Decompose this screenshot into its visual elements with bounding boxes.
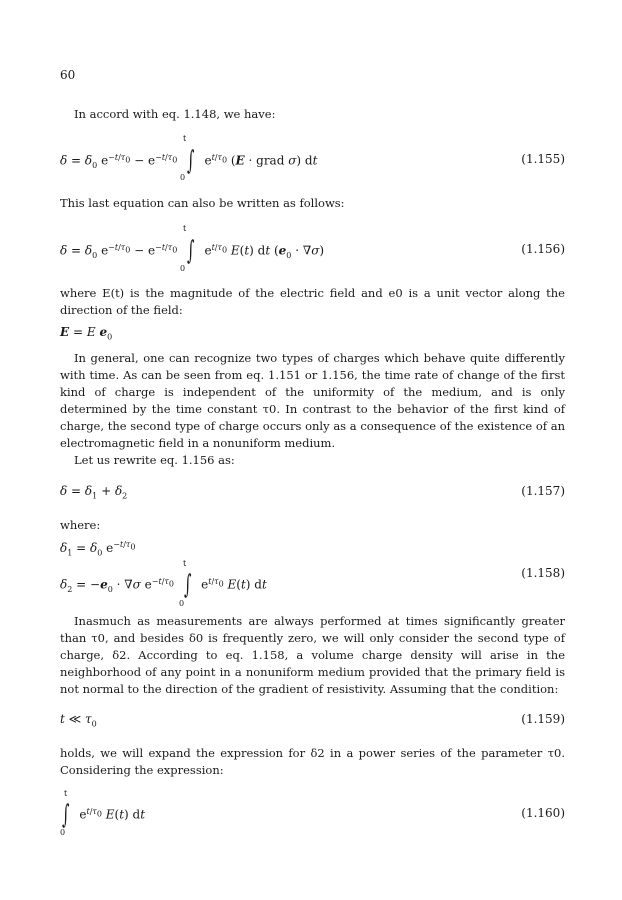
equation-1-160: ∫ $e^{t/\tau_0}$ E(t) dt [62, 800, 146, 830]
paragraph: This last equation can also be written as follows: [60, 196, 345, 210]
paragraph-charge-types: In general, one can recognize two types of charges which behave quite differently with time. As can be seen from eq. 1.151 or 1.156, the time rate of change of the first kind of charge is independent of the uniformity of the medium, and is only determined by the time constant τ0. In contrast to the behavior of the first kind of charge, the second type of charge occurs only as a consequence of the existence of an electromagnetic field in a nonuniform medium. [60, 351, 565, 450]
paragraph-measurements: Inasmuch as measurements are always performed at times significantly greater than τ0, and besides δ0 is frequently zero, we will only consider the second type of charge, δ2. According to eq. 1.158, a volume charge density will arise in the neighborhood of any point in a nonuniform medium provided that the primary field is not normal to the direction of the gradient of resistivity. Assuming that the condition: [60, 614, 565, 696]
integral-upper-limit: t [183, 134, 187, 143]
equation-1-155: $\delta = \delta_0$ $e^{-t/\tau_0} - e^{-t/\tau_0}$ ∫ $e^{t/\tau_0}$ (E · grad σ) dt [60, 146, 318, 176]
integral-lower-limit: 0 [180, 264, 186, 273]
equation-1-157: $\delta = \delta_1 + \delta_2$ [60, 484, 128, 501]
paragraph-intro: In accord with eq. 1.148, we have: [74, 107, 276, 121]
integral-lower-limit: 0 [60, 828, 66, 837]
integral-upper-limit: t [183, 559, 187, 568]
paragraph: holds, we will expand the expression for δ2 in a power series of the parameter τ0. Considering the expression: [60, 746, 565, 777]
paragraph: Let us rewrite eq. 1.156 as: [74, 453, 235, 467]
equation-field: E = E $e_0$ [60, 325, 113, 342]
integral-lower-limit: 0 [179, 599, 185, 608]
integral-upper-limit: t [183, 224, 187, 233]
equation-1-158-a: $\delta_1 = \delta_0$ $e^{-t/\tau_0}$ [60, 540, 136, 558]
equation-number: (1.159) [521, 712, 565, 726]
equation-1-159: t ≪ $\tau_0$ [60, 712, 97, 729]
integral-upper-limit: t [64, 789, 68, 798]
equation-number: (1.155) [521, 152, 565, 166]
equation-number: (1.160) [521, 806, 565, 820]
paragraph: where E(t) is the magnitude of the electric field and e0 is a unit vector along the direction of the field: [60, 286, 565, 317]
equation-number: (1.156) [521, 242, 565, 256]
equation-1-158-b: $\delta_2 = -e_0 \cdot \nabla\sigma$ $e^{-t/\tau_0}$ ∫ $e^{t/\tau_0}$ E(t) dt [60, 570, 267, 600]
equation-number: (1.157) [521, 484, 565, 498]
paragraph: where: [60, 518, 101, 532]
page-number: 60 [60, 68, 76, 82]
integral-lower-limit: 0 [180, 173, 186, 182]
equation-1-156: $\delta = \delta_0$ $e^{-t/\tau_0} - e^{-t/\tau_0}$ ∫ $e^{t/\tau_0}$ E(t) dt $(e_0 \cdot \nabla\sigma)$ [60, 236, 325, 266]
equation-number: (1.158) [521, 566, 565, 580]
